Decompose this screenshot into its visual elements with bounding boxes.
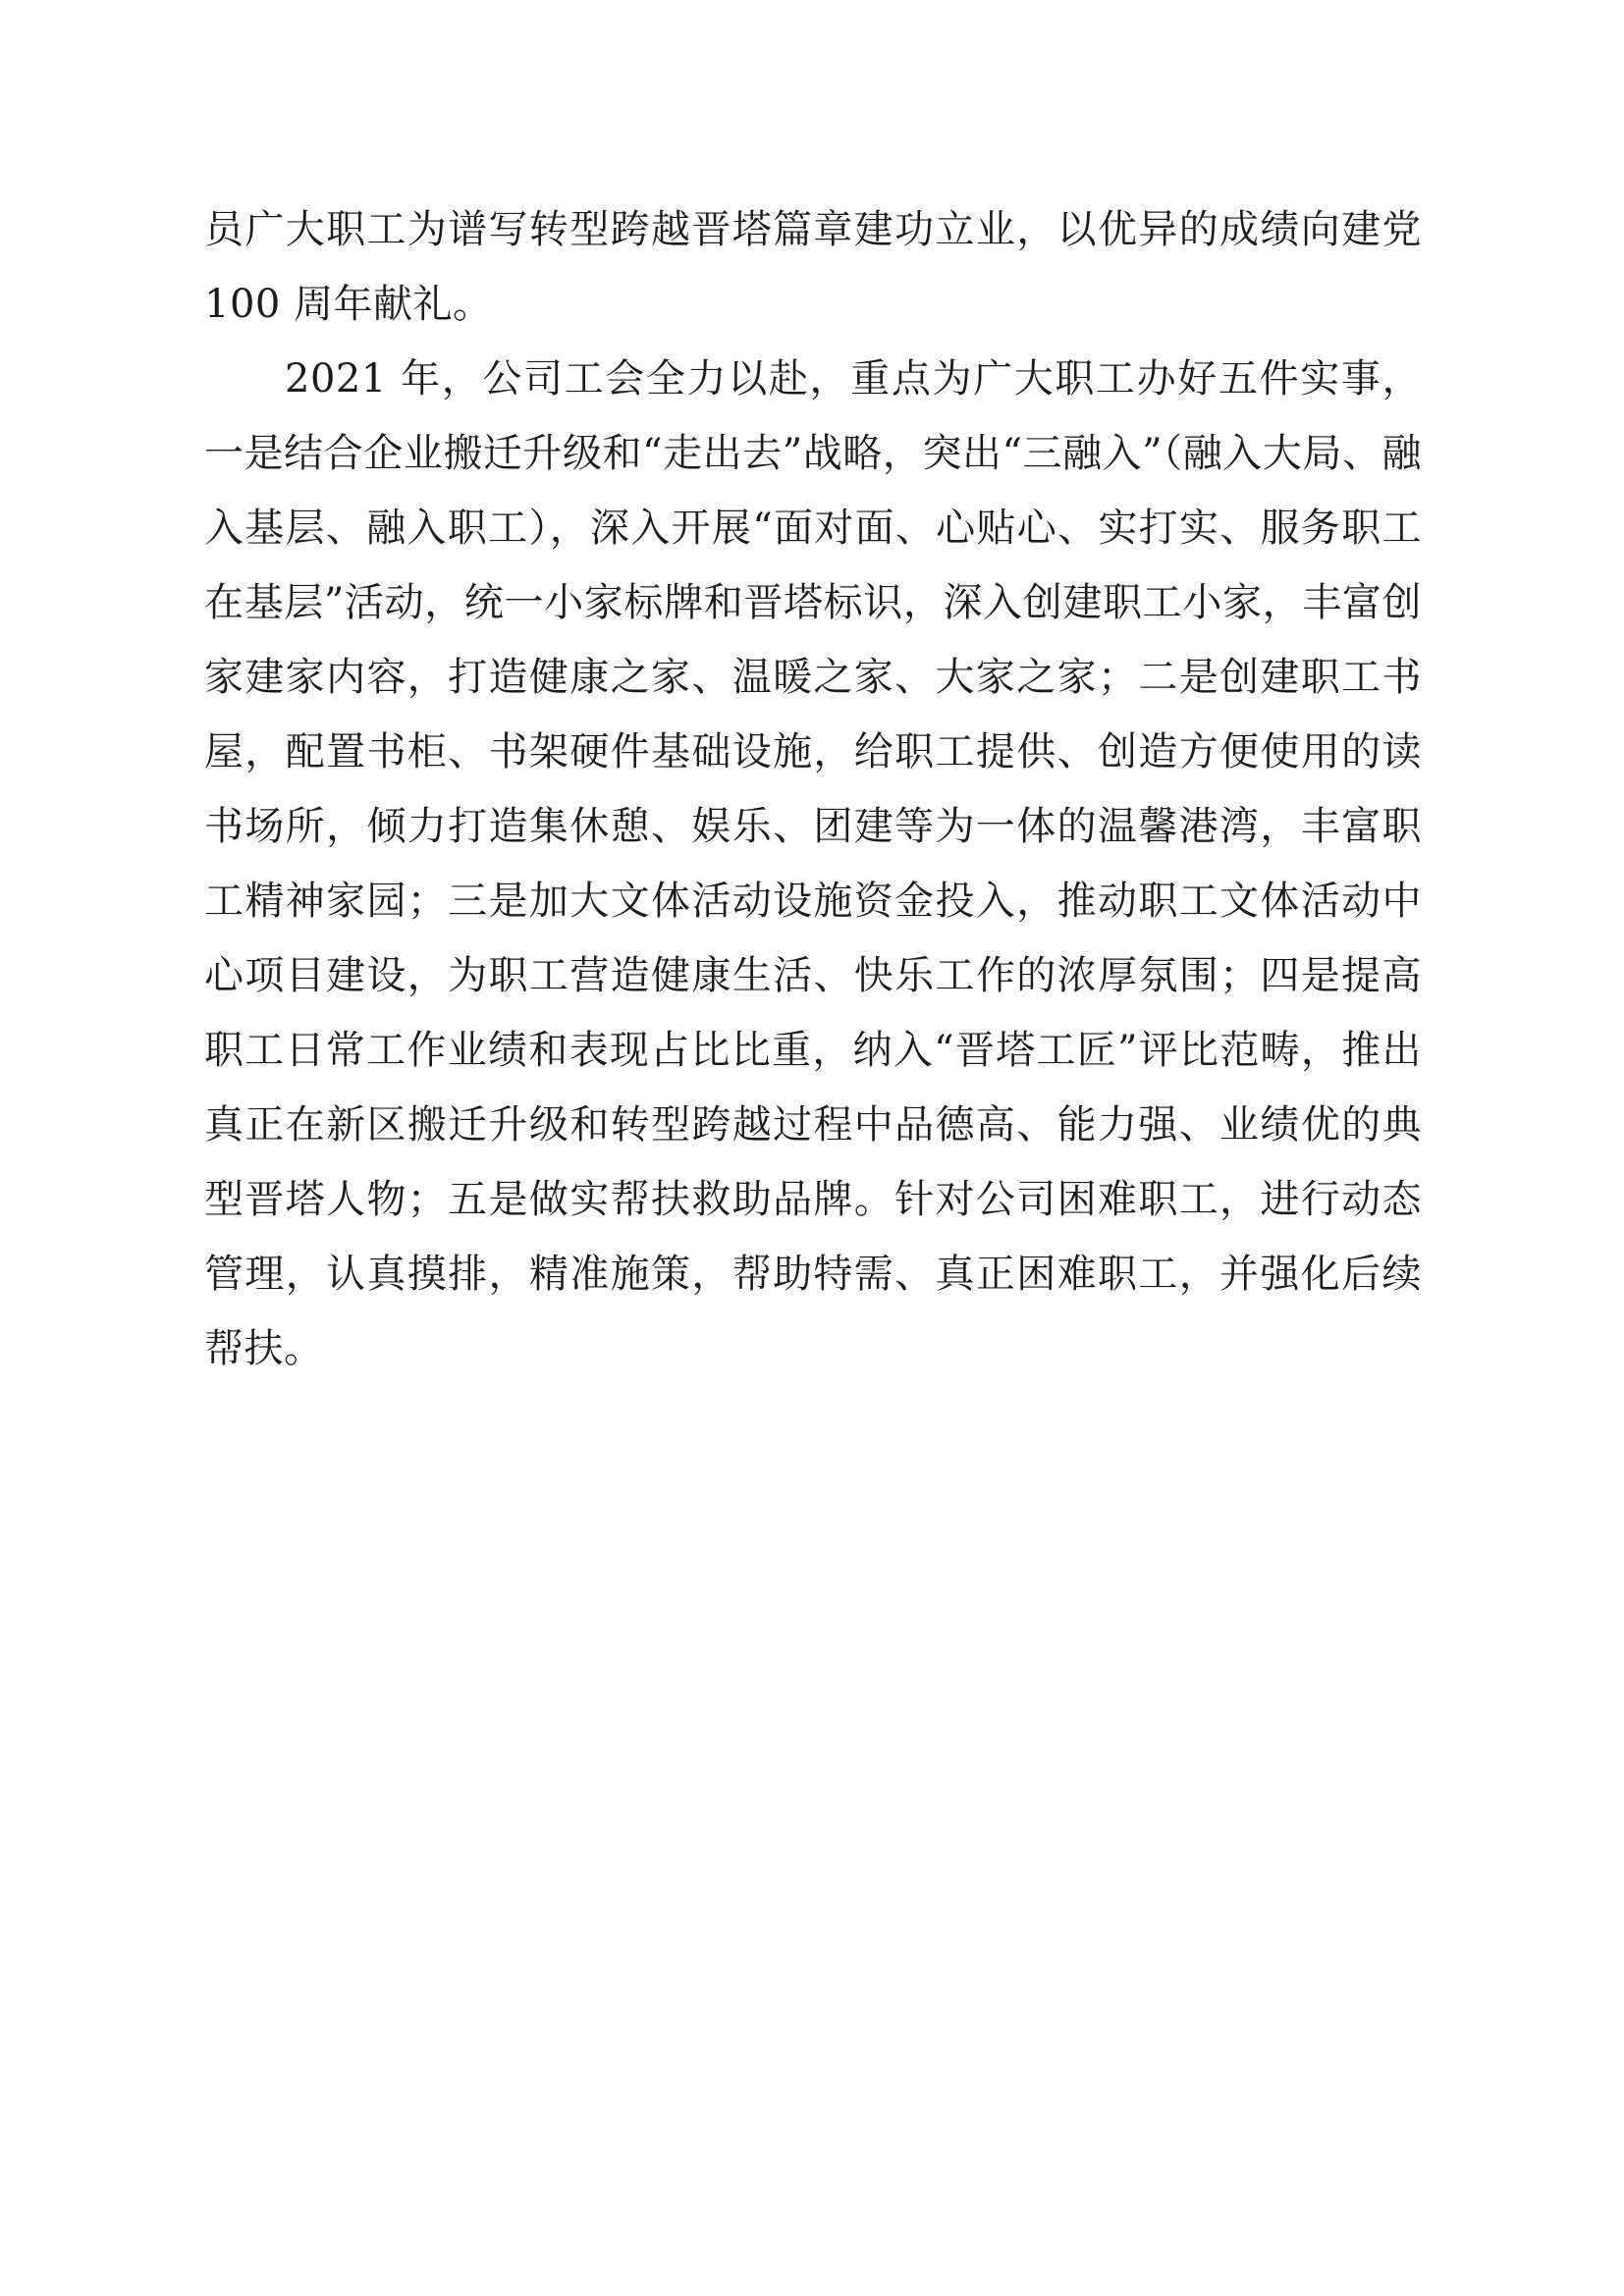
paragraph-2021-plan: 2021 年，公司工会全力以赴，重点为广大职工办好五件实事，一是结合企业搬迁升级和“走出去”战略，突出“三融入”（融入大局、融入基层、融入职工），深入开展“面对面、心贴心、实打实、服务职工在基层”活动，统一小家标牌和晋塔标识，深入创建职工小家，丰富创家建家内容，打造健康之家、温暖之家、大家之家；二是创建职工书屋，配置书柜、书架硬件基础设施，给职工提供、创造方便使用的读书场所，倾力打造集休憩、娱乐、团建等为一体的温馨港湾，丰富职工精神家园；三是加大文体活动设施资金投入，推动职工文体活动中心项目建设，为职工营造健康生活、快乐工作的浓厚氛围；四是提高职工日常工作业绩和表现占比比重，纳入“晋塔工匠”评比范畴，推出真正在新区搬迁升级和转型跨越过程中品德高、能力强、业绩优的典型晋塔人物；五是做实帮扶救助品牌。针对公司困难职工，进行动态管理，认真摸排，精准施策，帮助特需、真正困难职工，并强化后续帮扶。	[204, 356, 1422, 1371]
document-body	[204, 192, 1422, 1386]
paragraph-continuation: 员广大职工为谱写转型跨越晋塔篇章建功立业，以优异的成绩向建党 100 周年献礼。	[204, 207, 1422, 327]
